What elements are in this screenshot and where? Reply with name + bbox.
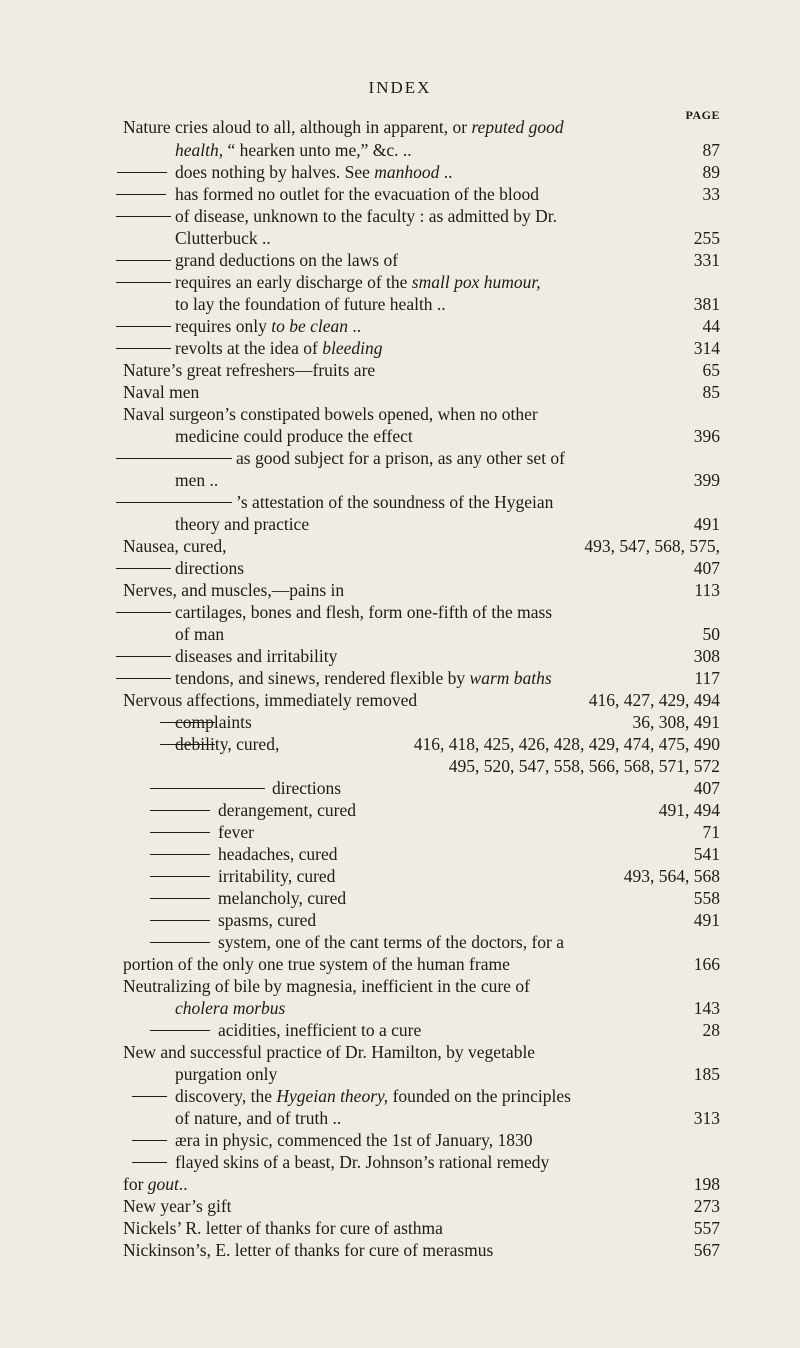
index-line bbox=[0, 1063, 800, 1085]
entry-text bbox=[123, 579, 344, 601]
ditto-dash bbox=[150, 788, 265, 789]
entry-text bbox=[272, 777, 341, 799]
entry-text-part: Nervous affections, immediately removed bbox=[123, 690, 418, 710]
entry-text-part: Naval men bbox=[123, 382, 200, 402]
entry-text bbox=[175, 513, 309, 535]
ditto-dash bbox=[116, 502, 232, 503]
entry-text-part: Nickels’ R. letter of thanks for cure of asthma bbox=[123, 1218, 443, 1238]
index-line bbox=[0, 447, 800, 469]
entry-text bbox=[175, 667, 552, 689]
entry-text-part: Nature cries aloud to all, although in apparent, or bbox=[123, 117, 468, 137]
index-line bbox=[0, 359, 800, 381]
index-line bbox=[0, 953, 800, 975]
entry-text-part: does nothing by halves. See bbox=[175, 162, 370, 182]
entry-text bbox=[175, 733, 279, 755]
page-ref: 491 bbox=[693, 910, 720, 930]
index-line bbox=[0, 1085, 800, 1107]
entry-text-part: acidities, inefficient to a cure bbox=[218, 1020, 422, 1040]
ditto-dash bbox=[116, 678, 171, 679]
index-line bbox=[0, 1151, 800, 1173]
page-ref: 273 bbox=[693, 1196, 720, 1216]
entry-text-part: ’s attestation of the soundness of the Hygeian bbox=[236, 492, 554, 512]
ditto-dash bbox=[150, 854, 210, 855]
entry-text-part: requires an early discharge of the bbox=[175, 272, 408, 292]
entry-text bbox=[175, 1129, 533, 1151]
entry-text-part: melancholy, cured bbox=[218, 888, 347, 908]
ditto-dash bbox=[116, 656, 171, 657]
entry-text bbox=[175, 1085, 571, 1107]
entry-text bbox=[175, 557, 244, 579]
entry-text-part: headaches, cured bbox=[218, 844, 338, 864]
entry-text bbox=[175, 183, 539, 205]
entry-text bbox=[218, 843, 338, 865]
index-line bbox=[0, 667, 800, 689]
running-head: INDEX bbox=[368, 78, 432, 97]
page-ref: 28 bbox=[702, 1020, 720, 1040]
page-ref: 198 bbox=[693, 1174, 720, 1194]
index-line bbox=[0, 491, 800, 513]
index-line bbox=[0, 535, 800, 557]
page-ref: 85 bbox=[702, 382, 720, 402]
ditto-dash bbox=[116, 326, 171, 327]
entry-text bbox=[175, 315, 361, 337]
entry-italic: reputed good bbox=[471, 117, 564, 137]
index-line bbox=[0, 227, 800, 249]
entry-text-tail: founded on the principles bbox=[388, 1086, 571, 1106]
index-line bbox=[0, 293, 800, 315]
entry-italic: manhood bbox=[374, 162, 440, 182]
entry-text bbox=[123, 1195, 232, 1217]
entry-text bbox=[175, 227, 271, 249]
index-line bbox=[0, 271, 800, 293]
page-ref: 308 bbox=[693, 646, 720, 666]
entry-text-part: Naval surgeon’s constipated bowels opened, when no other bbox=[123, 404, 538, 424]
entry-text-tail: .. bbox=[439, 162, 453, 182]
page-ref: 314 bbox=[693, 338, 720, 358]
page-ref: 71 bbox=[702, 822, 720, 842]
entry-text-part: complaints bbox=[175, 712, 252, 732]
index-line bbox=[0, 645, 800, 667]
index-line bbox=[0, 315, 800, 337]
index-line bbox=[0, 579, 800, 601]
index-line bbox=[0, 513, 800, 535]
entry-text-part: system, one of the cant terms of the doctors, for a bbox=[218, 932, 565, 952]
entry-text bbox=[123, 1173, 188, 1195]
index-line bbox=[0, 623, 800, 645]
entry-text bbox=[218, 931, 564, 953]
entry-text-part: fever bbox=[218, 822, 254, 842]
entry-text-part: purgation only bbox=[175, 1064, 278, 1084]
index-line bbox=[0, 469, 800, 491]
entry-text bbox=[218, 909, 316, 931]
entry-text bbox=[175, 1063, 277, 1085]
index-line bbox=[0, 1173, 800, 1195]
page-ref: 491, 494 bbox=[658, 800, 720, 820]
entry-text bbox=[175, 425, 413, 447]
page-ref: 166 bbox=[693, 954, 720, 974]
index-line bbox=[0, 689, 800, 711]
page-ref: 557 bbox=[693, 1218, 720, 1238]
index-line bbox=[0, 997, 800, 1019]
ditto-dash bbox=[117, 172, 167, 173]
entry-text bbox=[123, 953, 510, 975]
ditto-dash bbox=[116, 216, 171, 217]
entry-text-tail: “ hearken unto me,” &c. .. bbox=[223, 140, 412, 160]
ditto-dash bbox=[132, 1140, 167, 1141]
ditto-dash bbox=[132, 1096, 167, 1097]
index-line bbox=[0, 337, 800, 359]
entry-italic: small pox humour, bbox=[411, 272, 541, 292]
index-line bbox=[0, 116, 800, 138]
entry-text bbox=[218, 799, 356, 821]
entry-text-tail: .. bbox=[178, 1174, 188, 1194]
entry-text-part: to lay the foundation of future health .. bbox=[175, 294, 446, 314]
ditto-dash bbox=[150, 1030, 210, 1031]
entry-text bbox=[218, 865, 335, 887]
page-ref: 495, 520, 547, 558, 566, 568, 571, 572 bbox=[448, 756, 720, 776]
entry-text bbox=[175, 293, 446, 315]
index-line bbox=[0, 755, 800, 777]
entry-text bbox=[175, 601, 552, 623]
ditto-dash bbox=[150, 942, 210, 943]
entry-text-part: derangement, cured bbox=[218, 800, 356, 820]
entry-text-part: medicine could produce the effect bbox=[175, 426, 413, 446]
page-ref: 396 bbox=[693, 426, 720, 446]
index-line bbox=[0, 381, 800, 403]
index-line bbox=[0, 139, 800, 161]
entry-italic: bleeding bbox=[322, 338, 383, 358]
index-line bbox=[0, 205, 800, 227]
index-line bbox=[0, 601, 800, 623]
entry-text bbox=[175, 1107, 341, 1129]
index-line bbox=[0, 403, 800, 425]
index-line bbox=[0, 183, 800, 205]
page-ref: 558 bbox=[693, 888, 720, 908]
page-ref: 117 bbox=[694, 668, 720, 688]
entry-text bbox=[175, 249, 398, 271]
ditto-dash bbox=[150, 832, 210, 833]
index-line bbox=[0, 799, 800, 821]
entry-text-tail: .. bbox=[348, 316, 362, 336]
entry-text bbox=[175, 205, 557, 227]
entry-text bbox=[123, 1041, 535, 1063]
page-ref: 87 bbox=[702, 140, 720, 160]
entry-text bbox=[123, 359, 375, 381]
ditto-dash bbox=[132, 1162, 167, 1163]
index-line bbox=[0, 425, 800, 447]
entry-text-part: irritability, cured bbox=[218, 866, 336, 886]
entry-text bbox=[123, 975, 530, 997]
ditto-dash bbox=[116, 348, 171, 349]
entry-text-part: theory and practice bbox=[175, 514, 310, 534]
ditto-dash bbox=[116, 260, 171, 261]
entry-text-part: spasms, cured bbox=[218, 910, 317, 930]
entry-text bbox=[175, 161, 453, 183]
entry-text-part: portion of the only one true system of the human frame bbox=[123, 954, 510, 974]
entry-italic: health, bbox=[175, 140, 224, 160]
page-ref: 399 bbox=[693, 470, 720, 490]
index-line bbox=[0, 1041, 800, 1063]
entry-text-part: of man bbox=[175, 624, 225, 644]
entry-text bbox=[218, 1019, 421, 1041]
index-line bbox=[0, 865, 800, 887]
page-ref: 65 bbox=[702, 360, 720, 380]
entry-text bbox=[175, 139, 412, 161]
entry-italic: Hygeian theory, bbox=[276, 1086, 389, 1106]
entry-text bbox=[236, 447, 565, 469]
entry-italic: warm baths bbox=[469, 668, 552, 688]
index-line bbox=[0, 887, 800, 909]
page-ref: 416, 427, 429, 494 bbox=[588, 690, 720, 710]
index-line bbox=[0, 733, 800, 755]
entry-text-part: has formed no outlet for the evacuation of the blood bbox=[175, 184, 539, 204]
index-line bbox=[0, 975, 800, 997]
page-ref: 113 bbox=[694, 580, 720, 600]
entry-text-part: cartilages, bones and flesh, form one-fifth of the mass bbox=[175, 602, 553, 622]
entry-text bbox=[175, 1151, 549, 1173]
page-ref: 416, 418, 425, 426, 428, 429, 474, 475, 490 bbox=[413, 734, 720, 754]
entry-text-part: diseases and irritability bbox=[175, 646, 338, 666]
entry-text-part: Nickinson’s, E. letter of thanks for cure of merasmus bbox=[123, 1240, 494, 1260]
entry-text-part: New and successful practice of Dr. Hamilton, by vegetable bbox=[123, 1042, 536, 1062]
entry-text-part: discovery, the bbox=[175, 1086, 273, 1106]
page-ref: 541 bbox=[693, 844, 720, 864]
entry-text-part: Nausea, cured, bbox=[123, 536, 227, 556]
page-ref: 381 bbox=[693, 294, 720, 314]
ditto-dash bbox=[150, 810, 210, 811]
entry-text bbox=[175, 623, 224, 645]
index-line bbox=[0, 821, 800, 843]
page-ref: 491 bbox=[693, 514, 720, 534]
entry-text-part: for bbox=[123, 1174, 144, 1194]
entry-text-part: New year’s gift bbox=[123, 1196, 232, 1216]
entry-italic: gout bbox=[147, 1174, 179, 1194]
ditto-dash bbox=[150, 898, 210, 899]
entry-text-part: Nerves, and muscles,—pains in bbox=[123, 580, 345, 600]
index-line bbox=[0, 1107, 800, 1129]
entry-text-part: directions bbox=[175, 558, 245, 578]
entry-text-part: men .. bbox=[175, 470, 219, 490]
entry-text-part: flayed skins of a beast, Dr. Johnson’s rational remedy bbox=[175, 1152, 550, 1172]
page-ref: 493, 547, 568, 575, bbox=[584, 536, 720, 556]
page-ref: 493, 564, 568 bbox=[623, 866, 720, 886]
page-ref: 143 bbox=[693, 998, 720, 1018]
entry-text bbox=[218, 887, 346, 909]
page-ref: 567 bbox=[693, 1240, 720, 1260]
entry-text-part: of disease, unknown to the faculty : as admitted by Dr. bbox=[175, 206, 558, 226]
entry-text-part: requires only bbox=[175, 316, 267, 336]
entry-italic: to be clean bbox=[271, 316, 349, 336]
page-ref: 50 bbox=[702, 624, 720, 644]
ditto-dash bbox=[116, 194, 166, 195]
page-ref: 89 bbox=[702, 162, 720, 182]
ditto-dash bbox=[116, 612, 171, 613]
entry-italic: cholera morbus bbox=[175, 998, 286, 1018]
entry-text-part: of nature, and of truth .. bbox=[175, 1108, 342, 1128]
entry-text-part: Clutterbuck .. bbox=[175, 228, 271, 248]
entry-text bbox=[123, 1217, 443, 1239]
page-ref: 313 bbox=[693, 1108, 720, 1128]
index-line bbox=[0, 843, 800, 865]
entry-text bbox=[123, 381, 199, 403]
page-ref: 407 bbox=[693, 558, 720, 578]
page-ref: 255 bbox=[693, 228, 720, 248]
entry-text-part: Neutralizing of bile by magnesia, inefficient in the cure of bbox=[123, 976, 530, 996]
entry-text bbox=[175, 469, 218, 491]
index-line bbox=[0, 909, 800, 931]
index-line bbox=[0, 161, 800, 183]
ditto-dash bbox=[116, 458, 232, 459]
entry-text bbox=[175, 997, 285, 1019]
entry-text bbox=[218, 821, 254, 843]
entry-text-part: tendons, and sinews, rendered flexible by bbox=[175, 668, 466, 688]
index-line bbox=[0, 1129, 800, 1151]
index-line bbox=[0, 711, 800, 733]
index-line bbox=[0, 1019, 800, 1041]
entry-text-part: debility, cured, bbox=[175, 734, 280, 754]
page-ref: 33 bbox=[702, 184, 720, 204]
page-ref: 407 bbox=[693, 778, 720, 798]
page-ref: 331 bbox=[693, 250, 720, 270]
ditto-dash bbox=[116, 568, 171, 569]
entry-text-part: grand deductions on the laws of bbox=[175, 250, 399, 270]
entry-text bbox=[123, 1239, 493, 1261]
entry-text-part: as good subject for a prison, as any other set of bbox=[236, 448, 566, 468]
entry-text bbox=[236, 491, 553, 513]
ditto-dash bbox=[150, 876, 210, 877]
ditto-dash bbox=[116, 282, 171, 283]
index-line bbox=[0, 1195, 800, 1217]
page-ref: 36, 308, 491 bbox=[632, 712, 720, 732]
index-line bbox=[0, 1217, 800, 1239]
page-ref: 44 bbox=[702, 316, 720, 336]
entry-text bbox=[123, 403, 538, 425]
entry-text-part: directions bbox=[272, 778, 342, 798]
entry-text bbox=[175, 645, 337, 667]
entry-text-part: Nature’s great refreshers—fruits are bbox=[123, 360, 376, 380]
entry-text bbox=[175, 711, 252, 733]
entry-text-part: revolts at the idea of bbox=[175, 338, 318, 358]
index-line bbox=[0, 249, 800, 271]
entry-text bbox=[175, 271, 541, 293]
index-line bbox=[0, 777, 800, 799]
entry-text bbox=[175, 337, 383, 359]
ditto-dash bbox=[150, 920, 210, 921]
entry-text bbox=[123, 535, 227, 557]
entry-text bbox=[123, 116, 564, 138]
entry-text bbox=[123, 689, 417, 711]
page-column-label: PAGE bbox=[685, 108, 720, 122]
index-line bbox=[0, 557, 800, 579]
index-line bbox=[0, 1239, 800, 1261]
index-line bbox=[0, 931, 800, 953]
entry-text-part: æra in physic, commenced the 1st of January, 1830 bbox=[175, 1130, 533, 1150]
page-ref: 185 bbox=[693, 1064, 720, 1084]
